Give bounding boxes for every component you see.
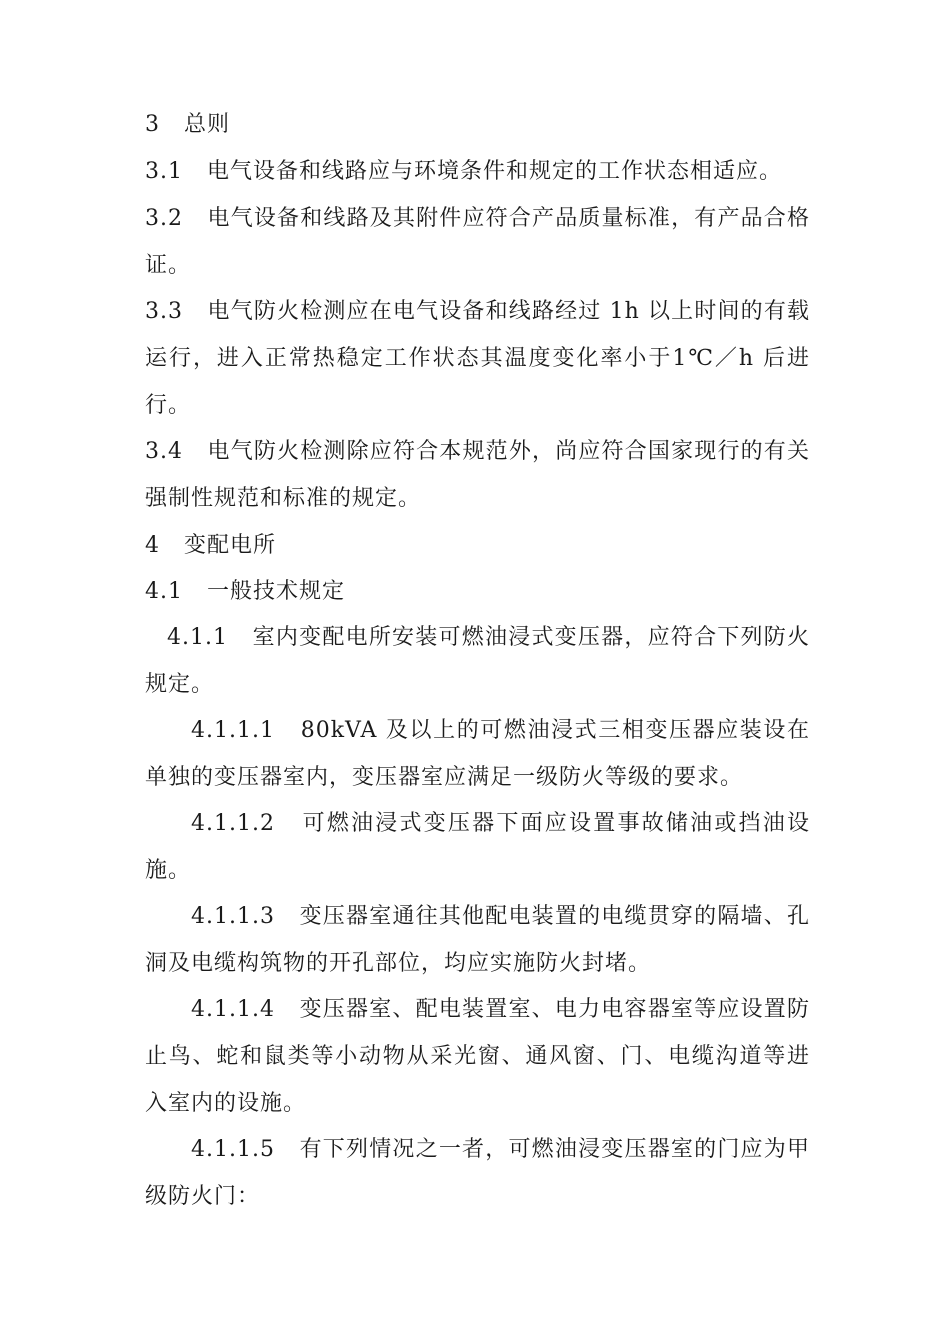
clause-number: 3.2 [145, 206, 183, 231]
section-title: 总则 [183, 112, 230, 137]
clause-number: 4.1.1.2 [191, 811, 275, 836]
section-title: 变配电所 [183, 533, 276, 558]
clause-text: 变压器室、配电装置室、电力电容器室等应设置防止鸟、蛇和鼠类等小动物从采光窗、通风窗、门、电缆沟道等进入室内的设施。 [145, 997, 810, 1116]
clause-text: 室内变配电所安装可燃油浸式变压器，应符合下列防火规定。 [145, 625, 810, 697]
clause-text: 80kVA 及以上的可燃油浸式三相变压器应装设在单独的变压器室内，变压器室应满足一级防火等级的要求。 [145, 718, 810, 790]
clause-paragraph [145, 893, 810, 987]
clause-number: 4.1.1.5 [191, 1137, 275, 1162]
clause-text: 电气设备和线路应与环境条件和规定的工作状态相适应。 [206, 159, 782, 184]
clause-number: 4.1.1.1 [191, 718, 275, 743]
clause-paragraph [145, 1126, 810, 1220]
subsection-title: 一般技术规定 [206, 579, 345, 604]
clause-paragraph [145, 195, 810, 289]
clause-text: 可燃油浸式变压器下面应设置事故储油或挡油设施。 [145, 811, 810, 883]
clause-number: 4.1.1.3 [191, 904, 275, 929]
section-heading [145, 522, 810, 569]
clause-number: 3.3 [145, 299, 183, 324]
section-number: 3 [145, 112, 160, 137]
subsection-heading [145, 568, 810, 615]
section-heading [145, 101, 810, 148]
clause-text: 电气设备和线路及其附件应符合产品质量标准，有产品合格证。 [145, 206, 810, 278]
clause-text: 电气防火检测应在电气设备和线路经过 1h 以上时间的有载运行，进入正常热稳定工作状态其温度变化率小于1℃／h 后进行。 [145, 299, 811, 418]
section-number: 4 [145, 533, 160, 558]
subsection-number: 4.1 [145, 579, 183, 604]
clause-paragraph [145, 614, 810, 708]
clause-paragraph [145, 707, 810, 801]
clause-paragraph [145, 428, 810, 522]
clause-number: 3.4 [145, 439, 183, 464]
clause-paragraph [145, 148, 810, 195]
clause-text: 电气防火检测除应符合本规范外，尚应符合国家现行的有关强制性规范和标准的规定。 [145, 439, 810, 511]
clause-number: 4.1.1.4 [191, 997, 275, 1022]
clause-paragraph [145, 288, 810, 429]
clause-number: 4.1.1 [167, 625, 228, 650]
clause-paragraph [145, 800, 810, 894]
clause-text: 有下列情况之一者，可燃油浸变压器室的门应为甲级防火门： [145, 1137, 810, 1209]
clause-text: 变压器室通往其他配电装置的电缆贯穿的隔墙、孔洞及电缆构筑物的开孔部位，均应实施防火封堵。 [145, 904, 810, 976]
clause-number: 3.1 [145, 159, 183, 184]
clause-paragraph [145, 986, 810, 1127]
